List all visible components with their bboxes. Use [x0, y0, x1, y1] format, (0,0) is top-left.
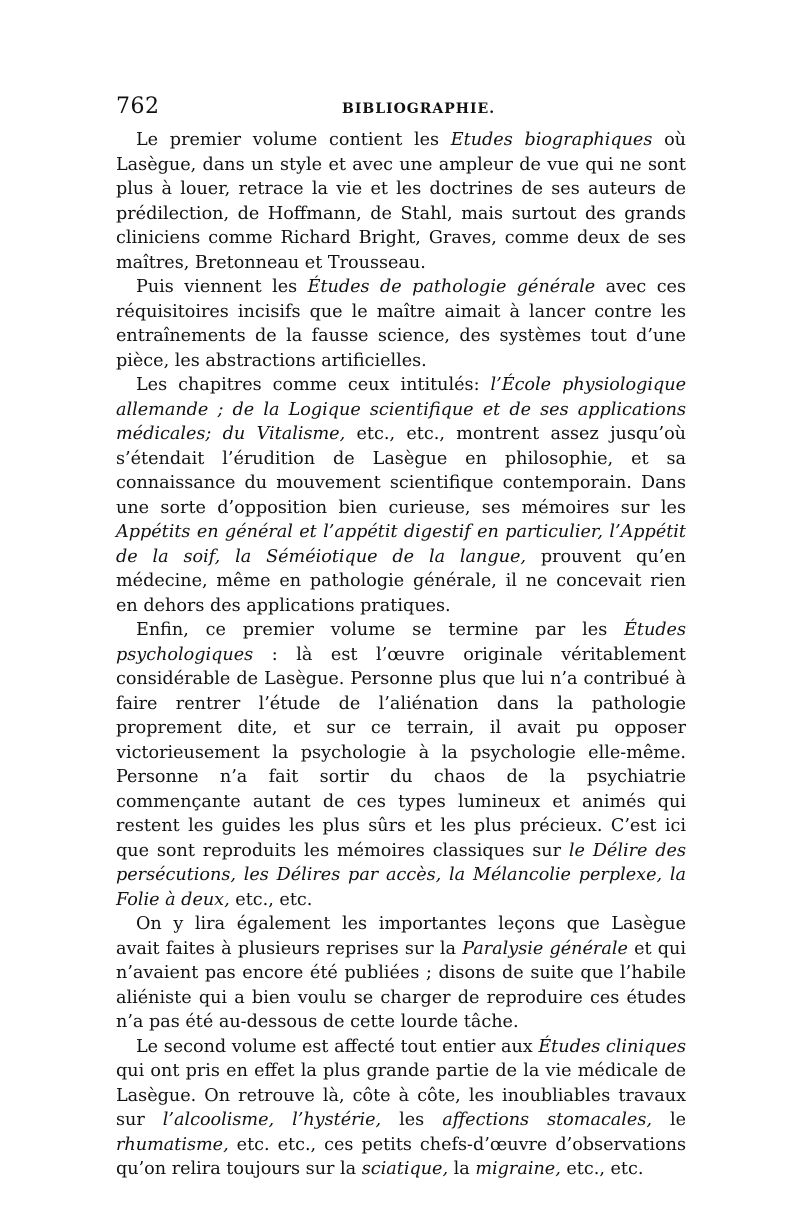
- italic-text: rhumatisme,: [116, 1134, 229, 1155]
- text-run: prouvent qu’en médecine, même en pathologie générale, il ne concevait rien en dehors des applications pratiques.: [116, 546, 686, 616]
- italic-text: Paralysie générale: [462, 938, 628, 959]
- text-run: Le second volume est affecté tout entier aux: [136, 1036, 539, 1057]
- text-run: etc., etc., montrent assez jusqu’où s’étendait l’érudition de Lasègue en philosophie, et sa connaissance du mouvement scientifique contemporain. Dans une sorte d’opposition bien curieuse, ses mémoires sur les: [116, 424, 687, 518]
- text-run: et qui n’avaient pas encore été publiées ; disons de suite que l’habile aliéniste qui a bien voulu se charger de reproduire ces études n’a pas été au-dessous de cette lourde tâche.: [116, 938, 686, 1032]
- text-run: où Lasègue, dans un style et avec une ampleur de vue qui ne sont plus à louer, retrace la vie et les doctrines de ses auteurs de prédilection, de Hoffmann, de Stahl, mais surtout des grands cliniciens comme Richard Bright, Graves, comme deux de ses maîtres, Bretonneau et Trousseau.: [116, 130, 686, 273]
- italic-text: l’École physiologique allemande ; de la Logique scientifique et de ses applications médicales; du Vitalisme,: [116, 375, 686, 444]
- text-run: On y lira également les importantes leçons que Lasègue avait faites à plusieurs reprises sur la: [116, 914, 686, 959]
- text-run: Enfin, ce premier volume se termine par les: [136, 620, 625, 640]
- italic-text: Études cliniques: [538, 1036, 686, 1057]
- paragraph-6: [116, 1035, 686, 1182]
- paragraph-4: [116, 618, 686, 912]
- italic-text: l’alcoolisme, l’hystérie,: [162, 1110, 382, 1130]
- italic-text: Etudes biographiques: [450, 130, 653, 150]
- page-number: 762: [116, 94, 160, 119]
- italic-text: Appétits en général et l’appétit digestif en particulier, l’Appétit de la soif, la Séméiotique de la langue,: [116, 522, 686, 567]
- italic-text: sciatique,: [361, 1159, 449, 1179]
- text-run: Les chapitres comme ceux intitulés:: [136, 375, 491, 395]
- body-text: [116, 128, 686, 1182]
- text-run: qui ont pris en effet la plus grande partie de la vie médicale de Lasègue. On retrouve là, côte à côte, les inoubliables travaux sur: [116, 1061, 686, 1130]
- text-run: etc. etc., ces petits chefs-d’œuvre d’observations qu’on relira toujours sur la: [116, 1134, 686, 1179]
- running-title: BIBLIOGRAPHIE.: [342, 101, 496, 117]
- text-run: : là est l’œuvre originale véritablement considérable de Lasègue. Personne plus que lui n’a contribué à faire rentrer l’étude de l’aliénation dans la pathologie proprement dite, et sur ce terrain, il avait pu opposer victorieusement la psychologie à la psychologie elle-même. Personne n’a fait sortir du chaos de la psychiatrie commençante autant de ces types lumineux et animés qui restent les guides les plus sûrs et les plus précieux. C’est ici que sont reproduits les mémoires classiques sur: [116, 644, 686, 861]
- paragraph-2: [116, 275, 686, 373]
- italic-text: affections stomacales,: [442, 1110, 652, 1130]
- text-run: etc., etc.: [560, 1159, 644, 1179]
- text-run: avec ces réquisitoires incisifs que le maître aimait à lancer contre les entraînements de la fausse science, des systèmes tout d’une pièce, les abstractions artificielles.: [116, 277, 686, 371]
- text-run: etc., etc.: [229, 889, 313, 910]
- paragraph-1: [116, 128, 686, 275]
- text-run: la: [448, 1159, 476, 1179]
- italic-text: Études de pathologie générale: [307, 277, 596, 297]
- paragraph-3: [116, 373, 686, 618]
- text-run: les: [381, 1110, 443, 1130]
- text-run: le: [651, 1110, 686, 1130]
- italic-text: Études psychologiques: [116, 620, 686, 665]
- paragraph-5: [116, 912, 686, 1035]
- text-run: Le premier volume contient les: [136, 130, 451, 150]
- italic-text: le Délire des persécutions, les Délires par accès, la Mélancolie perplexe, la Folie à deux,: [116, 840, 686, 910]
- italic-text: migraine,: [475, 1159, 561, 1179]
- running-header: [116, 94, 686, 122]
- text-run: Puis viennent les: [136, 277, 308, 297]
